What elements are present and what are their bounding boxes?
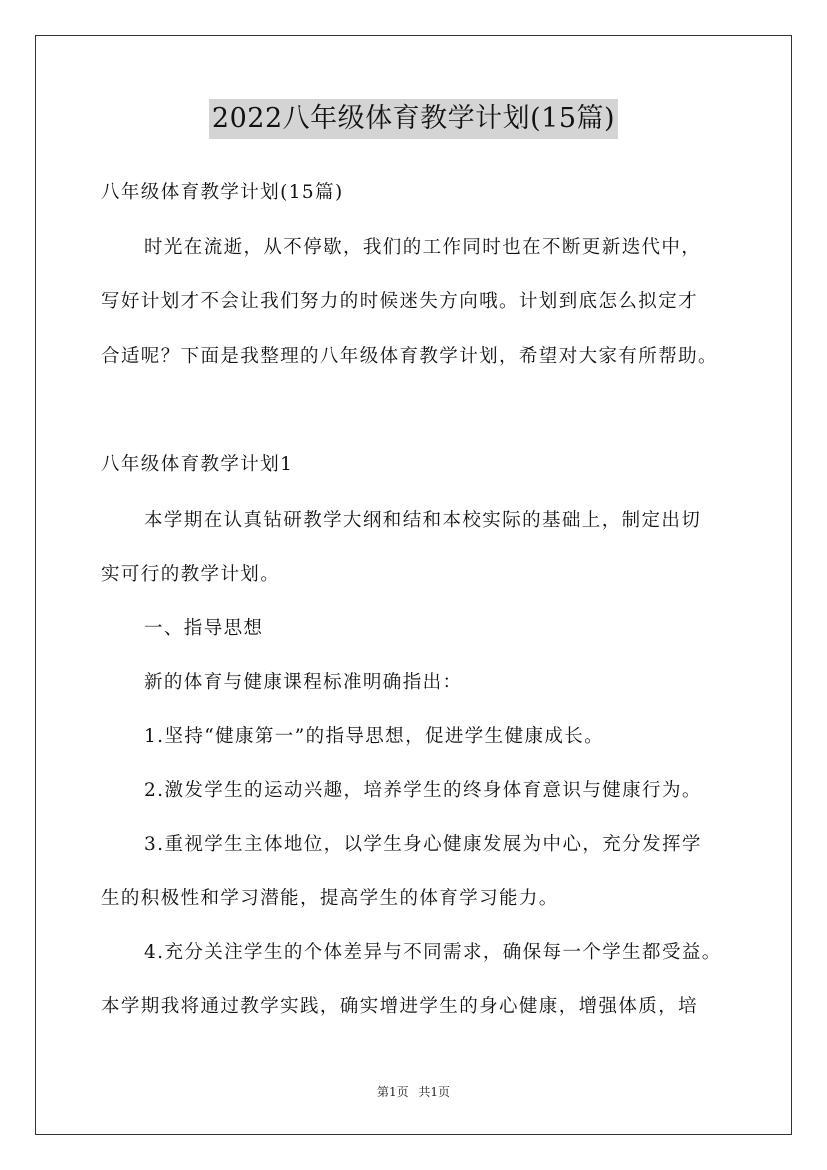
title-container [0,99,827,139]
intro-line-3: 合适呢？下面是我整理的八年级体育教学计划，希望对大家有所帮助。 [101,346,718,367]
body-line-10: 本学期我将通过教学实践，确实增进学生的身心健康，增强体质，培 [101,996,699,1017]
body-line-8: 生的积极性和学习潜能，提高学生的体育学习能力。 [101,888,559,909]
body-line-7: 3.重视学生主体地位，以学生身心健康发展为中心，充分发挥学 [144,834,702,855]
body-line-9: 4.充分关注学生的个体差异与不同需求，确保每一个学生都受益。 [144,942,722,963]
body-line-4: 新的体育与健康课程标准明确指出： [144,672,463,693]
intro-line-2: 写好计划才不会让我们努力的时候迷失方向哦。计划到底怎么拟定才 [101,291,699,312]
page-footer [0,1084,827,1100]
guiding-thought-heading: 一、指导思想 [144,618,264,639]
body-line-6: 2.激发学生的运动兴趣，培养学生的终身体育意识与健康行为。 [144,780,702,801]
body-line-5: 1.坚持“健康第一”的指导思想，促进学生健康成长。 [144,726,605,747]
page-total: 共1页 [418,1085,451,1099]
section-heading: 八年级体育教学计划1 [101,454,294,475]
page-number: 第1页 [376,1085,409,1099]
body-line-1: 本学期在认真钻研教学大纲和结和本校实际的基础上，制定出切 [144,510,702,531]
document-title: 2022八年级体育教学计划(15篇) [209,99,618,139]
document-subtitle: 八年级体育教学计划(15篇) [101,182,344,203]
body-line-2: 实可行的教学计划。 [101,564,281,585]
intro-line-1: 时光在流逝，从不停歇，我们的工作同时也在不断更新迭代中， [144,237,702,258]
